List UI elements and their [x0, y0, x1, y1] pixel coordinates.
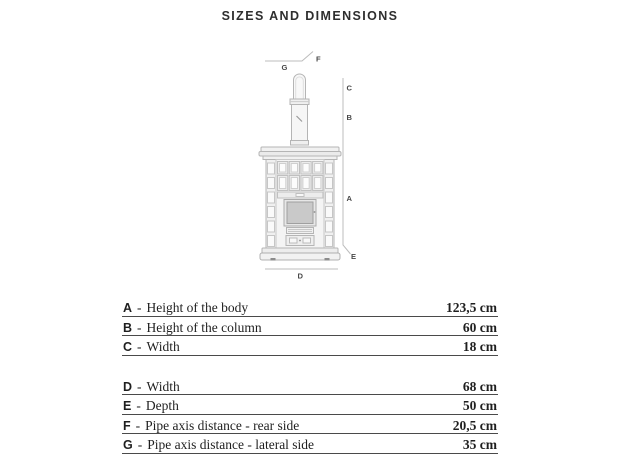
row-label: Pipe axis distance - lateral side	[147, 437, 315, 452]
row-separator: -	[135, 417, 141, 433]
row-separator: -	[136, 398, 141, 413]
diagram-label-f: F	[316, 54, 321, 64]
stove-cornice	[259, 147, 341, 160]
door-latch	[314, 211, 316, 213]
dimension-table-upper	[122, 297, 498, 356]
pipe-column-base	[291, 141, 309, 146]
diagram-label-e: E	[351, 252, 357, 261]
stove-dimension-diagram	[250, 42, 370, 287]
table-row-c	[122, 336, 498, 356]
dimension-line-right	[343, 78, 351, 254]
row-value: 50 cm	[462, 398, 497, 413]
diagram-label-g: G	[281, 63, 288, 72]
row-label: Width	[146, 339, 180, 354]
row-key: D	[123, 379, 133, 394]
row-key: B	[123, 320, 133, 335]
row-separator: -	[137, 437, 143, 452]
stove-pipe	[290, 74, 309, 145]
pipe-column	[292, 105, 308, 141]
ash-drawer-panel	[286, 236, 314, 246]
stove-foot-left	[271, 258, 276, 261]
drawer-knob	[299, 240, 301, 242]
vent-grille	[287, 228, 314, 234]
row-separator: -	[137, 339, 142, 354]
row-key: A	[123, 301, 133, 315]
row-label: Pipe axis distance - rear side	[145, 417, 300, 433]
dimension-table-lower	[122, 376, 498, 454]
table-row-f	[122, 415, 498, 435]
diagram-label-d: D	[297, 271, 303, 281]
row-separator: -	[137, 300, 142, 315]
diagram-label-c: C	[346, 83, 352, 93]
row-label: Height of the body	[146, 300, 249, 315]
table-row-g	[122, 434, 498, 454]
row-key: G	[123, 438, 133, 452]
row-key: C	[123, 340, 133, 354]
table-row-d	[122, 376, 498, 396]
row-key: E	[123, 399, 132, 413]
row-separator: -	[137, 378, 142, 394]
row-value: 35 cm	[462, 437, 497, 452]
row-value: 123,5 cm	[446, 300, 497, 315]
dimension-tables	[122, 297, 498, 454]
row-label: Height of the column	[146, 319, 262, 335]
row-label: Depth	[145, 398, 179, 413]
table-row-b	[122, 317, 498, 337]
row-separator: -	[137, 319, 142, 335]
dimension-line-g-f	[265, 52, 313, 62]
table-row-a	[122, 297, 498, 317]
table-row-e	[122, 395, 498, 415]
page-title: SIZES AND DIMENSIONS	[221, 9, 399, 23]
row-value: 18 cm	[462, 339, 497, 354]
stove-door-glass	[287, 202, 313, 224]
row-value: 20,5 cm	[452, 417, 497, 433]
row-value: 68 cm	[462, 378, 497, 394]
stove-body	[266, 160, 334, 249]
stove-foot-right	[325, 258, 330, 261]
row-label: Width	[146, 378, 180, 394]
diagram-label-b: B	[346, 113, 352, 122]
row-value: 60 cm	[462, 319, 497, 335]
stove-base	[260, 248, 340, 261]
diagram-label-a: A	[346, 194, 352, 203]
row-key: F	[123, 418, 131, 433]
